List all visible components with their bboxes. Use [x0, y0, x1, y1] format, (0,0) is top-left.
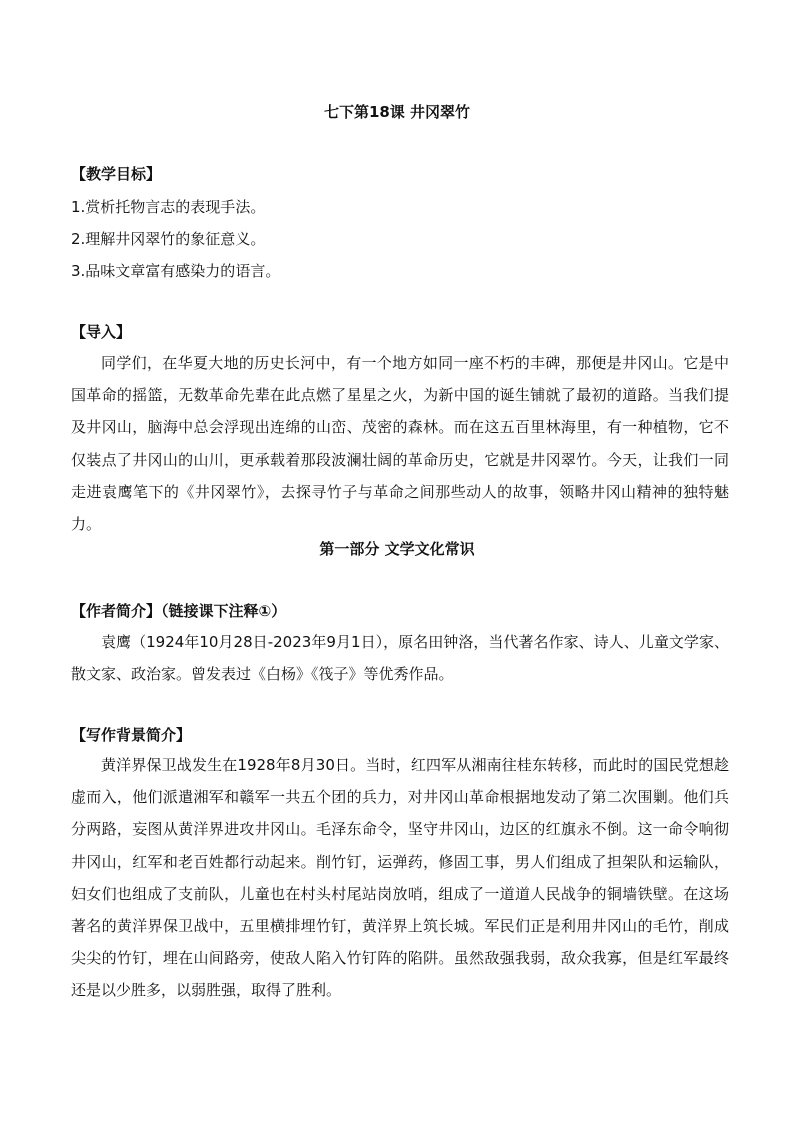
page-title: 七下第18课 井冈翠竹	[323, 103, 471, 121]
part-one-title: 第一部分 文学文化常识	[319, 540, 475, 558]
goal-item-1: 1.赏析托物言志的表现手法。	[71, 198, 266, 216]
goal-item-2: 2.理解井冈翠竹的象征意义。	[71, 230, 266, 248]
author-heading: 【作者简介】（链接课下注释①）	[71, 602, 287, 620]
intro-heading: 【导入】	[71, 323, 132, 341]
teaching-goals-heading: 【教学目标】	[71, 165, 162, 183]
background-paragraph: 黄洋界保卫战发生在1928年8月30日。当时，红四军从湘南往桂东转移，而此时的国民党想趁虚而入，他们派遣湘军和赣军一共五个团的兵力，对井冈山革命根据地发动了第二次围剿。他们兵分两路，妄图从黄洋界进攻井冈山。毛泽东命令，坚守井冈山，边区的红旗永不倒。这一命令响彻井冈山，红军和老百姓都行动起来。削竹钉，运弹药，修固工事，男人们组成了担架队和运输队，妇女们也组成了支前队，儿童也在村头村尾站岗放哨，组成了一道道人民战争的铜墙铁壁。在这场著名的黄洋界保卫战中，五里横排埋竹钉，黄洋界上筑长城。军民们正是利用井冈山的毛竹，削成尖尖的竹钉，埋在山间路旁，使敌人陷入竹钉阵的陷阱。虽然敌强我弱，敌众我寡，但是红军最终还是以少胜多，以弱胜强，取得了胜利。	[71, 756, 729, 1000]
author-paragraph: 袁鹰（1924年10月28日-2023年9月1日），原名田钟洛，当代著名作家、诗人、儿童文学家、散文家、政治家。曾发表过《白杨》《筏子》等优秀作品。	[71, 633, 729, 684]
background-heading: 【写作背景简介】	[71, 726, 192, 744]
goal-item-3: 3.品味文章富有感染力的语言。	[71, 262, 281, 280]
intro-paragraph: 同学们，在华夏大地的历史长河中，有一个地方如同一座不朽的丰碑，那便是井冈山。它是中国革命的摇篮，无数革命先辈在此点燃了星星之火，为新中国的诞生铺就了最初的道路。当我们提及井冈山，脑海中总会浮现出连绵的山峦、茂密的森林。而在这五百里林海里，有一种植物，它不仅装点了井冈山的山川，更承载着那段波澜壮阔的革命历史，它就是井冈翠竹。今天，让我们一同走进袁鹰笔下的《井冈翠竹》，去探寻竹子与革命之间那些动人的故事，领略井冈山精神的独特魅力。	[71, 354, 729, 534]
